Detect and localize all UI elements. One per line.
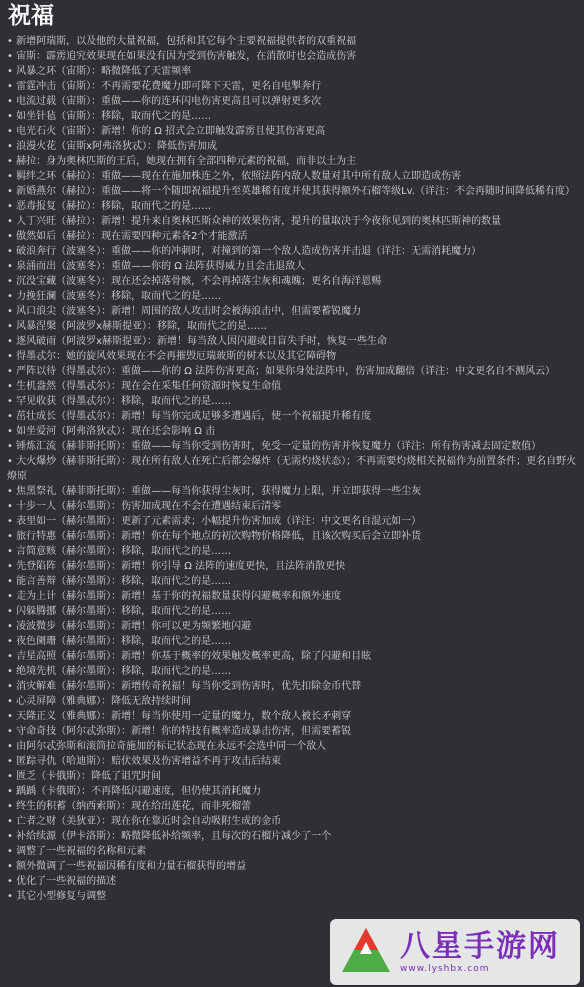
bullet-marker: •	[7, 786, 17, 797]
list-item	[6, 514, 578, 529]
list-item	[6, 109, 578, 124]
list-item	[6, 349, 578, 364]
list-item-text: 由阿尔忒弥斯和滚筒拉奇施加的标记状态现在永远不会选中同一个敌人	[16, 741, 327, 752]
list-item-text: 人丁兴旺（赫拉）：新增！提升来自奥林匹斯众神的效果伤害，提升的量取决于今夜你见到的奥林匹斯神的数量	[16, 216, 502, 227]
list-item	[6, 769, 578, 784]
list-item-text: 言简意赅（赫尔墨斯）：移除，取而代之的是……	[16, 546, 232, 557]
bullet-marker: •	[7, 396, 17, 407]
list-item-text: 严阵以待（得墨忒尔）：重做——你的 Ω 法阵伤害更高；如果你身处法阵中，伤害加成翻倍（详注：中文更名自不测风云）	[16, 366, 556, 377]
list-item	[6, 139, 578, 154]
list-item-text: 恶毒报复（赫拉）：移除，取而代之的是……	[16, 201, 212, 212]
bullet-marker: •	[7, 351, 17, 362]
bullet-marker: •	[7, 486, 17, 497]
list-item-text: 夜色阑珊（赫尔墨斯）：移除，取而代之的是……	[16, 636, 232, 647]
list-item-text: 补给续源（伊卡洛斯）：略微降低补给频率，且每次的石榴片减少了一个	[16, 831, 332, 842]
bullet-marker: •	[7, 621, 17, 632]
list-item-text: 赫拉：身为奥林匹斯的王后，她现在拥有全部四种元素的祝福，而非以土为主	[16, 156, 357, 167]
list-item	[6, 589, 578, 604]
bullet-marker: •	[7, 891, 17, 902]
list-item-text: 生机盎然（得墨忒尔）：现在会在采集任何资源时恢复生命值	[16, 381, 282, 392]
bullet-marker: •	[7, 306, 17, 317]
bullet-marker: •	[7, 546, 17, 557]
list-item-text: 傲然如后（赫拉）：现在需要四种元素各2个才能激活	[16, 231, 248, 242]
bullet-marker: •	[7, 321, 17, 332]
list-item-text: 踽踽（卡俄斯）：不再降低闪避速度，但仍使其消耗魔力	[16, 786, 262, 797]
bullet-marker: •	[7, 831, 17, 842]
list-item-text: 羁绊之环（赫拉）：重做——现在在施加株连之外，依照法阵内敌人数量对其中所有敌人立即造成伤害	[16, 171, 462, 182]
list-item-text: 沉没宝藏（波塞冬）：现在还会掉落骨骸，不会再掉落尘灰和魂魄；更名自海洋恩赐	[16, 276, 382, 287]
list-item-text: 风暴之环（宙斯）：略微降低了天雷频率	[16, 66, 192, 77]
blessing-change-list	[6, 34, 578, 904]
page-title: 祝福	[8, 3, 54, 29]
list-item-text: 走为上计（赫尔墨斯）：新增！基于你的祝福数量获得闪避概率和额外速度	[16, 591, 342, 602]
bullet-marker: •	[7, 261, 17, 272]
list-item	[6, 169, 578, 184]
list-item	[6, 619, 578, 634]
list-item	[6, 124, 578, 139]
bullet-marker: •	[7, 681, 17, 692]
bullet-marker: •	[7, 276, 17, 287]
list-item	[6, 79, 578, 94]
bullet-marker: •	[7, 756, 17, 767]
list-item	[6, 799, 578, 814]
list-item	[6, 649, 578, 664]
list-item	[6, 454, 578, 484]
list-item	[6, 49, 578, 64]
list-item-text: 匮乏（卡俄斯）：降低了诅咒时间	[16, 771, 162, 782]
bullet-marker: •	[7, 531, 17, 542]
bullet-marker: •	[7, 246, 17, 257]
site-watermark	[330, 919, 580, 985]
list-item-text: 表里如一（赫尔墨斯）：更新了元素需求；小幅提升伤害加成（详注：中文更名自混元如一）	[16, 516, 422, 527]
list-item	[6, 484, 578, 499]
bullet-marker: •	[7, 96, 17, 107]
list-item-text: 得墨忒尔：她的旋风效果现在不会再摧毁厄瑞玻斯的树木以及其它障碍物	[16, 351, 337, 362]
list-item	[6, 154, 578, 169]
list-item-text: 大火爆炒（赫菲斯托斯）：现在所有敌人在死亡后都会爆炸（无需灼烧状态）；不再需要灼烧相关祝福作为前置条件；更名自野火燎原	[7, 456, 577, 482]
list-item	[6, 829, 578, 844]
list-item-text: 旅行特惠（赫尔墨斯）：新增！你在每个地点的初次购物价格降低，且该次购买后会立即补货	[16, 531, 422, 542]
bullet-marker: •	[7, 696, 17, 707]
list-item	[6, 784, 578, 799]
list-item	[6, 724, 578, 739]
list-item-text: 茁壮成长（得墨忒尔）：新增！每当你完成足够多遭遇后，使一个祝福提升稀有度	[16, 411, 372, 422]
list-item-text: 天隆正义（雅典娜）：新增！每当你使用一定量的魔力，数个敌人被长矛刺穿	[16, 711, 352, 722]
bullet-marker: •	[7, 336, 17, 347]
list-item-text: 守命奇技（阿尔忒弥斯）：新增！你的特技有概率造成暴击伤害，但需要蓄锐	[16, 726, 352, 737]
list-item	[6, 214, 578, 229]
list-item	[6, 259, 578, 274]
list-item-text: 风暴涅槃（阿波罗x赫斯提亚）：移除，取而代之的是……	[16, 321, 267, 332]
bullet-marker: •	[7, 141, 17, 152]
list-item	[6, 754, 578, 769]
list-item-text: 绝境先机（赫尔墨斯）：移除，取而代之的是……	[16, 666, 232, 677]
list-item-text: 调整了一些祝福的名称和元素	[16, 846, 147, 857]
list-item	[6, 874, 578, 889]
list-item	[6, 679, 578, 694]
bullet-marker: •	[7, 816, 17, 827]
bullet-marker: •	[7, 156, 17, 167]
list-item-text: 电流过载（宙斯）：重做——你的连环闪电伤害更高且可以弹射更多次	[16, 96, 322, 107]
list-item-text: 浪漫火花（宙斯x阿弗洛狄忒）：降低伤害加成	[16, 141, 217, 152]
list-item-text: 电光石火（宙斯）：新增！你的 Ω 招式会立即触发霹雳且使其伤害更高	[16, 126, 326, 137]
list-item	[6, 439, 578, 454]
bullet-marker: •	[7, 201, 17, 212]
bullet-marker: •	[7, 636, 17, 647]
bullet-marker: •	[7, 591, 17, 602]
bullet-marker: •	[7, 216, 17, 227]
list-item	[6, 604, 578, 619]
list-item	[6, 889, 578, 904]
bullet-marker: •	[7, 771, 17, 782]
bullet-marker: •	[7, 66, 17, 77]
list-item-text: 终生的积蓄（纳西索斯）：现在给出莲花，而非死榴蕾	[16, 801, 252, 812]
list-item	[6, 364, 578, 379]
list-item-text: 先登陷阵（赫尔墨斯）：新增！你引导 Ω 法阵的速度更快，且法阵消散更快	[16, 561, 346, 572]
list-item-text: 如坐针毡（宙斯）：移除，取而代之的是……	[16, 111, 212, 122]
bullet-marker: •	[7, 411, 17, 422]
list-item-text: 其它小型修复与调整	[16, 891, 107, 902]
bullet-marker: •	[7, 516, 17, 527]
list-item	[6, 409, 578, 424]
bullet-marker: •	[7, 711, 17, 722]
bullet-marker: •	[7, 426, 17, 437]
list-item	[6, 814, 578, 829]
bullet-marker: •	[7, 741, 17, 752]
list-item-text: 雷霆冲击（宙斯）：不再需要花费魔力即可降下天雷，更名自电掣奔行	[16, 81, 322, 92]
bullet-marker: •	[7, 381, 17, 392]
list-item-text: 新增阿瑞斯，以及他的大量祝福，包括和其它每个主要祝福提供者的双重祝福	[16, 36, 357, 47]
list-item	[6, 379, 578, 394]
list-item-text: 破浪奔行（波塞冬）：重做——你的冲刺时，对撞到的第一个敌人造成伤害并击退（详注：无需消耗魔力）	[16, 246, 482, 257]
list-item-text: 焦黑祭礼（赫菲斯托斯）：重做——每当你获得尘灰时，获得魔力上限，并立即获得一些尘灰	[16, 486, 422, 497]
list-item	[6, 229, 578, 244]
list-item-text: 闪躲腾挪（赫尔墨斯）：移除，取而代之的是……	[16, 606, 232, 617]
list-item	[6, 274, 578, 289]
bullet-marker: •	[7, 186, 17, 197]
bullet-marker: •	[7, 81, 17, 92]
bullet-marker: •	[7, 726, 17, 737]
list-item	[6, 634, 578, 649]
bullet-marker: •	[7, 111, 17, 122]
bullet-marker: •	[7, 846, 17, 857]
list-item	[6, 559, 578, 574]
watermark-logo-icon	[338, 924, 394, 980]
bullet-marker: •	[7, 231, 17, 242]
list-item	[6, 844, 578, 859]
list-item-text: 泉涌而出（波塞冬）：重做——你的 Ω 法阵获得威力且会击退敌人	[16, 261, 306, 272]
bullet-marker: •	[7, 291, 17, 302]
list-item	[6, 334, 578, 349]
list-item-text: 吉星高照（赫尔墨斯）：新增！你基于概率的效果触发概率更高，除了闪避和目眩	[16, 651, 372, 662]
list-item	[6, 709, 578, 724]
bullet-marker: •	[7, 441, 17, 452]
list-item	[6, 64, 578, 79]
bullet-marker: •	[7, 36, 17, 47]
list-item	[6, 184, 578, 199]
list-item-text: 如坐爱河（阿弗洛狄忒）：现在还会影响 Ω 击	[16, 426, 216, 437]
list-item	[6, 529, 578, 544]
bullet-marker: •	[7, 606, 17, 617]
bullet-marker: •	[7, 366, 17, 377]
list-item	[6, 319, 578, 334]
list-item	[6, 499, 578, 514]
list-item-text: 罕见收获（得墨忒尔）：移除，取而代之的是……	[16, 396, 232, 407]
bullet-marker: •	[7, 561, 17, 572]
list-item	[6, 34, 578, 49]
bullet-marker: •	[7, 666, 17, 677]
list-item-text: 优化了一些祝福的描述	[16, 876, 117, 887]
list-item	[6, 664, 578, 679]
watermark-text	[400, 930, 560, 974]
list-item-text: 匿踪寻仇（哈迪斯）：赔伏效果及伤害增益不再于攻击后结束	[16, 756, 282, 767]
list-item-text: 风口浪尖（波塞冬）：新增！周围的敌人攻击时会被海浪击中，但需要蓄锐魔力	[16, 306, 362, 317]
list-item-text: 额外微调了一些祝福因稀有度和力量石榴获得的增益	[16, 861, 247, 872]
bullet-marker: •	[7, 456, 17, 467]
list-item-text: 能言善辩（赫尔墨斯）：移除，取而代之的是……	[16, 576, 232, 587]
bullet-marker: •	[7, 171, 17, 182]
list-item-text: 新婚燕尔（赫拉）：重做——将一个随即祝福提升至英雄稀有度并使其获得额外石榴等级Lv.（详注：不会再随时间降低稀有度）	[16, 186, 575, 197]
list-item-text: 锤炼汇流（赫菲斯托斯）：重做——每当你受到伤害时，免受一定量的伤害并恢复魔力（详注：所有伤害减去固定数值）	[16, 441, 542, 452]
list-item	[6, 424, 578, 439]
list-item-text: 心灵屏障（雅典娜）：降低无敌持续时间	[16, 696, 192, 707]
list-item-text: 力挽狂澜（波塞冬）：移除，取而代之的是……	[16, 291, 222, 302]
list-item-text: 凌波微步（赫尔墨斯）：新增！你可以更为频繁地闪避	[16, 621, 252, 632]
bullet-marker: •	[7, 651, 17, 662]
watermark-name: 八星手游网	[400, 929, 560, 964]
list-item	[6, 199, 578, 214]
bullet-marker: •	[7, 801, 17, 812]
list-item	[6, 574, 578, 589]
bullet-marker: •	[7, 576, 17, 587]
list-item	[6, 544, 578, 559]
list-item-text: 十步一人（赫尔墨斯）：伤害加成现在不会在遭遇结束后清零	[16, 501, 282, 512]
list-item-text: 宙斯：霹雳追究效果现在如果没有因为受到伤害触发，在消散时也会造成伤害	[16, 51, 357, 62]
list-item	[6, 289, 578, 304]
list-item	[6, 694, 578, 709]
list-item-text: 亡者之财（美狄亚）：现在你在靠近时会自动吸附生成的金币	[16, 816, 282, 827]
bullet-marker: •	[7, 876, 17, 887]
bullet-marker: •	[7, 861, 17, 872]
bullet-marker: •	[7, 501, 17, 512]
bullet-marker: •	[7, 126, 17, 137]
list-item	[6, 859, 578, 874]
list-item	[6, 94, 578, 109]
list-item	[6, 739, 578, 754]
list-item-text: 消灾解难（赫尔墨斯）：新增传奇祝福！每当你受到伤害时，优先扣除金币代替	[16, 681, 362, 692]
list-item	[6, 304, 578, 319]
list-item	[6, 394, 578, 409]
watermark-url: www.lyshbx.com	[400, 964, 490, 974]
bullet-marker: •	[7, 51, 17, 62]
list-item	[6, 244, 578, 259]
list-item-text: 逐风破雨（阿波罗x赫斯提亚）：新增！每当敌人因闪避或目盲失手时，恢复一些生命	[16, 336, 387, 347]
